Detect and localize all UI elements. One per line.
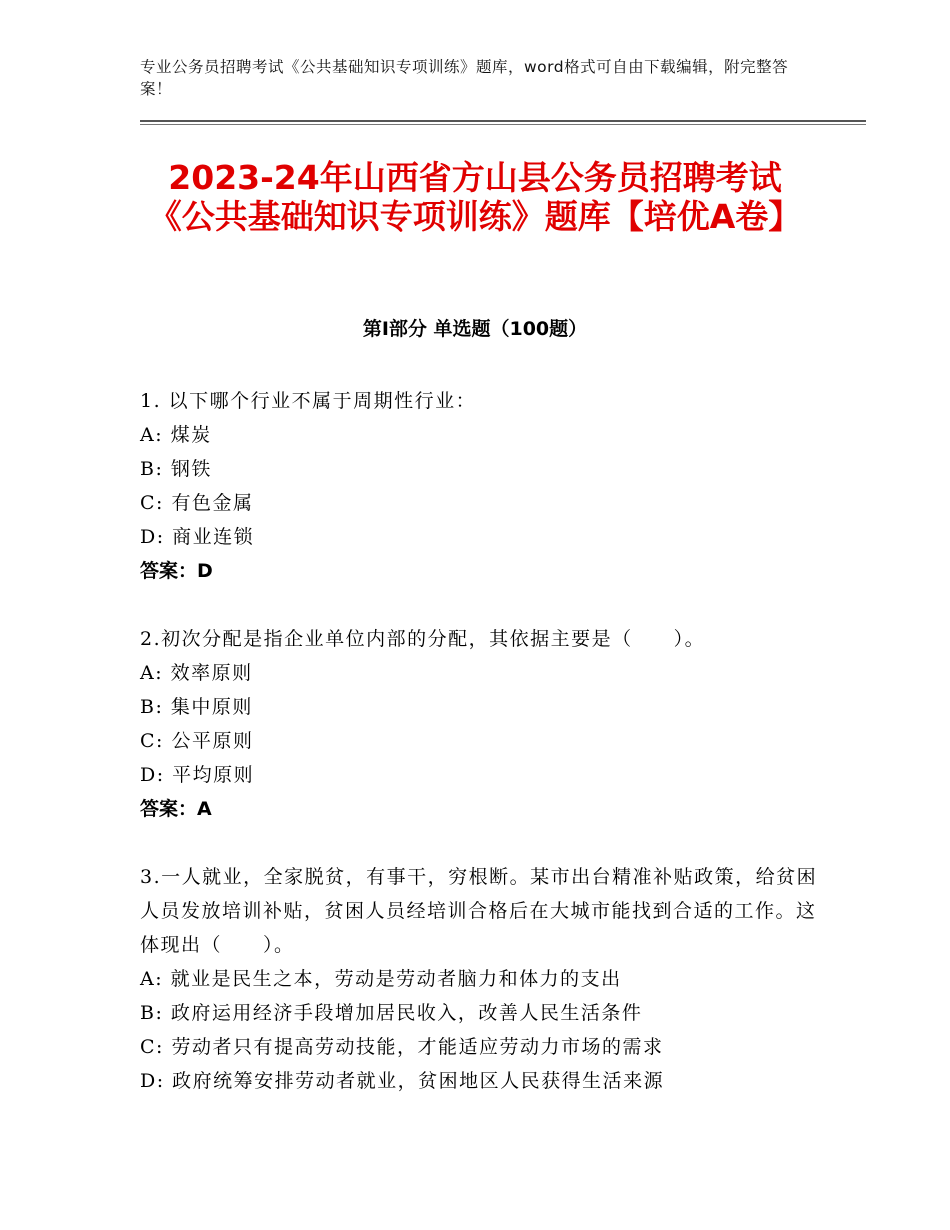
option-d: D: 政府统筹安排劳动者就业，贫困地区人民获得生活来源 bbox=[140, 1070, 665, 1092]
question-stem: 3.一人就业，全家脱贫，有事干，穷根断。某市出台精准补贴政策，给贫困人员发放培训补贴，贫困人员经培训合格后在大城市能找到合适的工作。这体现出（ ）。 bbox=[140, 866, 818, 956]
question-2 bbox=[140, 622, 820, 826]
option-a: A: 就业是民生之本，劳动是劳动者脑力和体力的支出 bbox=[140, 968, 622, 990]
document-title: 2023-24年山西省方山县公务员招聘考试《公共基础知识专项训练》题库【培优A卷】 bbox=[148, 158, 802, 236]
answer-line: 答案：A bbox=[140, 798, 212, 820]
option-a: A: 效率原则 bbox=[140, 662, 253, 684]
header-note: 专业公务员招聘考试《公共基础知识专项训练》题库，word格式可自由下载编辑，附完整答案！ bbox=[140, 58, 789, 98]
option-b: B: 钢铁 bbox=[140, 458, 212, 480]
header-rule-thick bbox=[140, 120, 866, 122]
header-rule-thin bbox=[140, 124, 866, 125]
option-b: B: 政府运用经济手段增加居民收入，改善人民生活条件 bbox=[140, 1002, 643, 1024]
question-stem: 2.初次分配是指企业单位内部的分配，其依据主要是（ ）。 bbox=[140, 628, 706, 650]
option-d: D: 平均原则 bbox=[140, 764, 255, 786]
option-c: C: 有色金属 bbox=[140, 492, 254, 514]
option-d: D: 商业连锁 bbox=[140, 526, 255, 548]
answer-line: 答案：D bbox=[140, 560, 213, 582]
section-title: 第Ⅰ部分 单选题（100题） bbox=[362, 318, 588, 340]
question-3 bbox=[140, 860, 820, 1098]
option-c: C: 公平原则 bbox=[140, 730, 254, 752]
question-stem: 1. 以下哪个行业不属于周期性行业： bbox=[140, 390, 477, 412]
option-a: A: 煤炭 bbox=[140, 424, 212, 446]
option-b: B: 集中原则 bbox=[140, 696, 253, 718]
question-list bbox=[140, 384, 820, 1132]
option-c: C: 劳动者只有提高劳动技能，才能适应劳动力市场的需求 bbox=[140, 1036, 664, 1058]
question-1 bbox=[140, 384, 820, 588]
